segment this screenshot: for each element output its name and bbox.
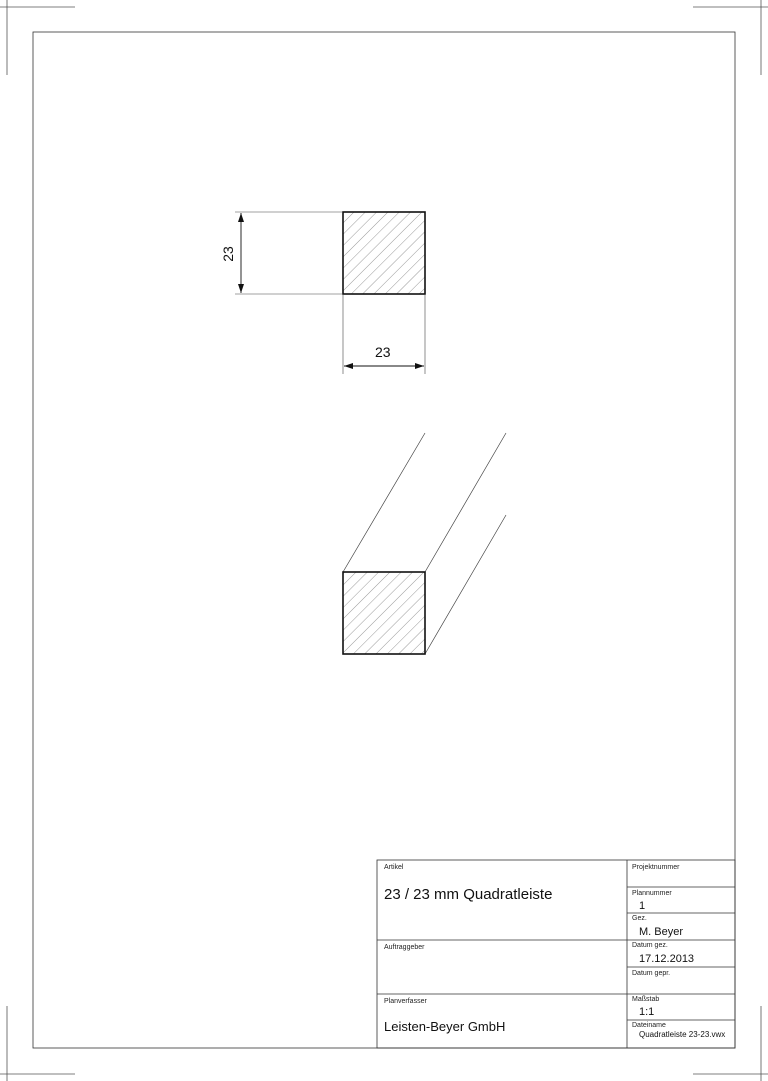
datum-gepr-label: Datum gepr. — [632, 970, 671, 977]
planverfasser-label: Planverfasser — [384, 998, 427, 1005]
iso-front-face — [343, 572, 425, 654]
datum-gez-value: 17.12.2013 — [639, 953, 695, 965]
massstab-value: 1:1 — [639, 1006, 655, 1018]
height-dimension-label: 23 — [219, 246, 236, 262]
iso-edge-right-bottom — [425, 515, 506, 654]
gez-label: Gez. — [632, 915, 647, 922]
section-view — [235, 212, 425, 374]
massstab-label: Maßstab — [632, 996, 660, 1003]
section-square — [343, 212, 425, 294]
dateiname-value: Quadratleiste 23-23.vwx — [639, 1030, 726, 1039]
isometric-view — [343, 433, 506, 654]
width-dimension-label: 23 — [375, 344, 391, 360]
iso-edge-right-top — [425, 433, 506, 572]
artikel-label: Artikel — [384, 864, 404, 871]
plannummer-value: 1 — [639, 900, 646, 912]
artikel-value: 23 / 23 mm Quadratleiste — [384, 886, 553, 903]
datum-gez-label: Datum gez. — [632, 942, 668, 949]
gez-value: M. Beyer — [639, 926, 684, 938]
auftraggeber-label: Auftraggeber — [384, 944, 425, 951]
iso-edge-left — [343, 433, 425, 572]
projektnummer-label: Projektnummer — [632, 864, 680, 871]
plannummer-label: Plannummer — [632, 890, 672, 897]
dateiname-label: Dateiname — [632, 1022, 666, 1029]
planverfasser-value: Leisten-Beyer GmbH — [384, 1019, 506, 1034]
